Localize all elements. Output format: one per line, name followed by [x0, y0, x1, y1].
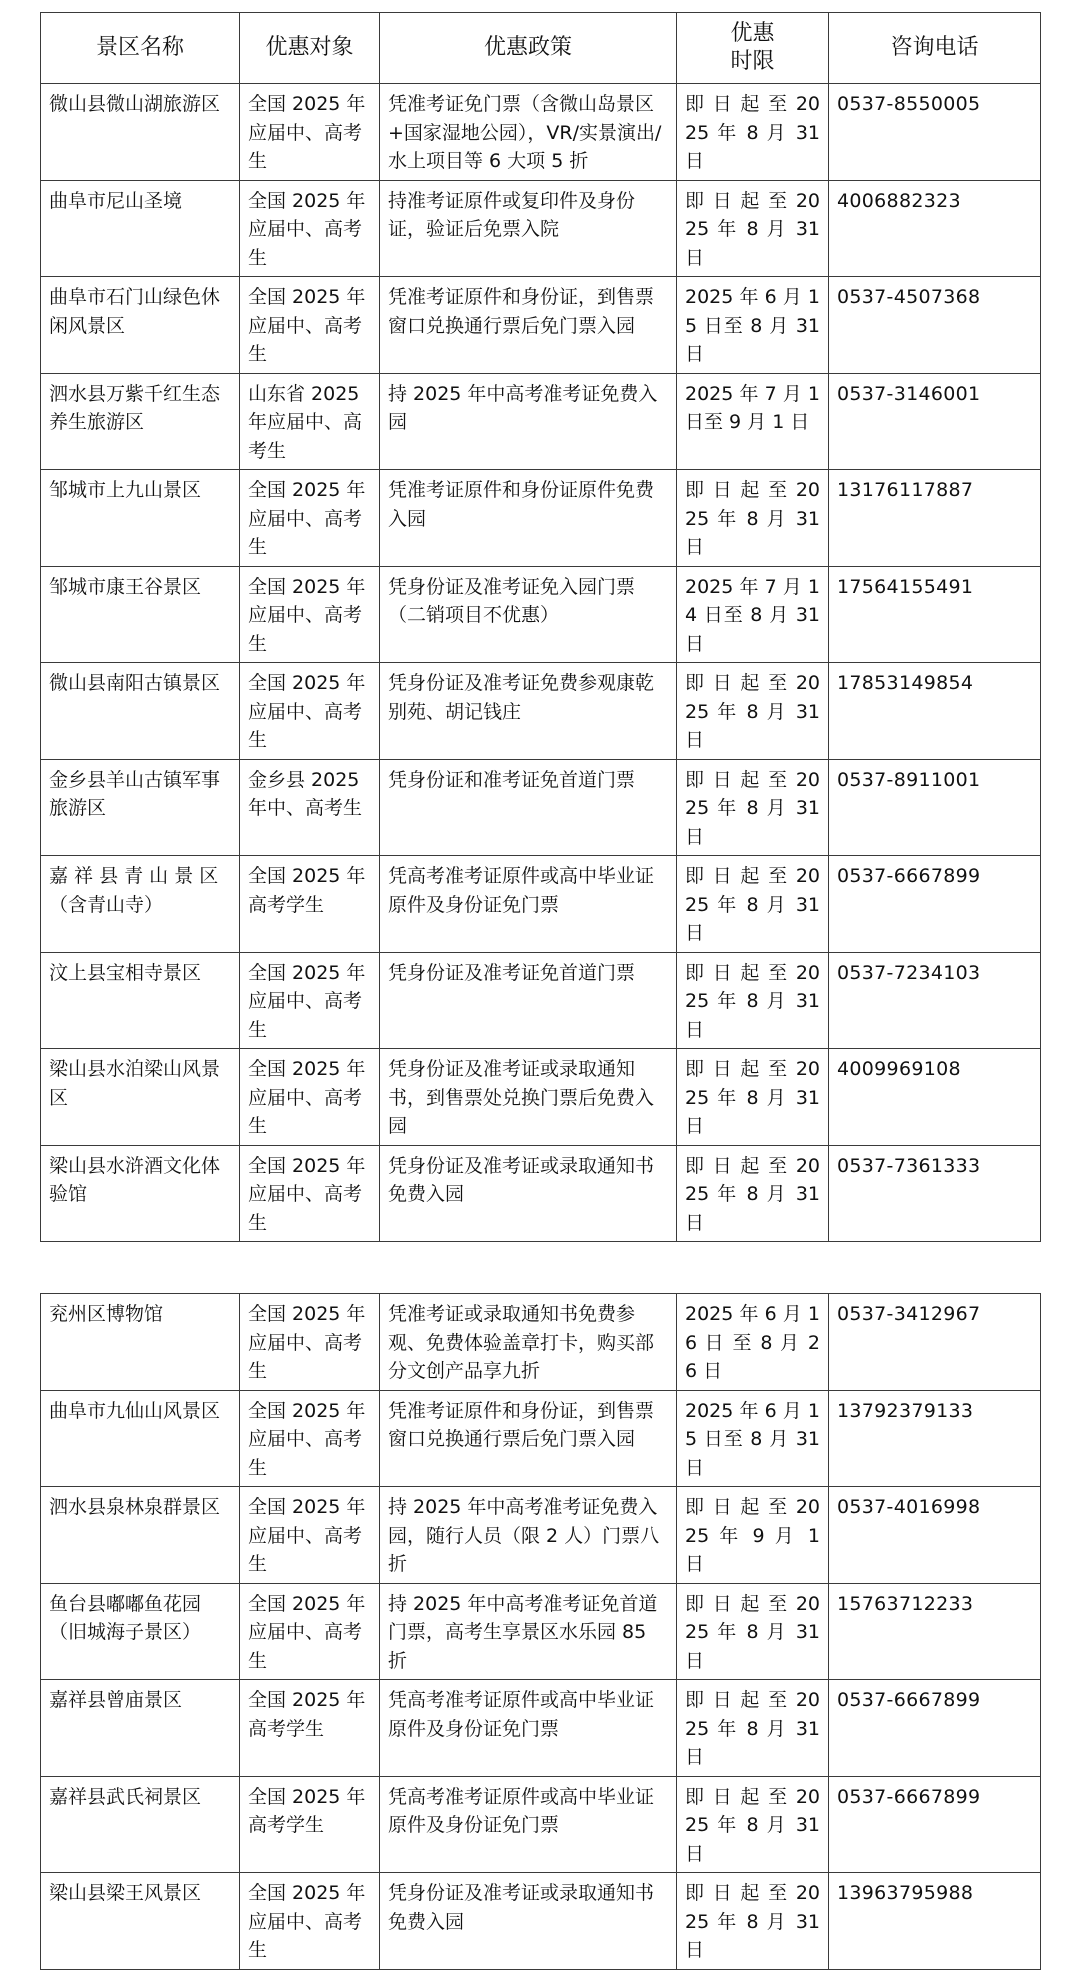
cell-phone: 17853149854 — [829, 663, 1041, 760]
cell-phone: 4006882323 — [829, 180, 1041, 277]
cell-target: 全国 2025 年高考学生 — [240, 856, 380, 953]
cell-target: 全国 2025 年应届中、高考生 — [240, 277, 380, 374]
cell-phone: 13963795988 — [829, 1873, 1041, 1970]
cell-period: 即 日 起 至 2025 年 8 月 31 日 — [677, 84, 829, 181]
header-target: 优惠对象 — [240, 13, 380, 84]
table-row — [41, 373, 1041, 470]
header-row — [41, 13, 1041, 84]
cell-phone: 0537-4507368 — [829, 277, 1041, 374]
cell-scenic-name: 泗水县万紫千红生态养生旅游区 — [41, 373, 240, 470]
table-row — [41, 856, 1041, 953]
cell-policy: 凭身份证及准考证或录取通知书，到售票处兑换门票后免费入园 — [380, 1049, 677, 1146]
cell-target: 金乡县 2025 年中、高考生 — [240, 759, 380, 856]
cell-policy: 凭高考准考证原件或高中毕业证原件及身份证免门票 — [380, 1776, 677, 1873]
cell-phone: 0537-6667899 — [829, 856, 1041, 953]
cell-policy: 凭高考准考证原件或高中毕业证原件及身份证免门票 — [380, 856, 677, 953]
cell-scenic-name: 梁山县水浒酒文化体验馆 — [41, 1145, 240, 1242]
discount-table-main — [40, 12, 1041, 1242]
table-row — [41, 1390, 1041, 1487]
cell-period: 即 日 起 至 2025 年 8 月 31 日 — [677, 1049, 829, 1146]
header-policy: 优惠政策 — [380, 13, 677, 84]
cell-scenic-name: 曲阜市尼山圣境 — [41, 180, 240, 277]
cell-policy: 凭高考准考证原件或高中毕业证原件及身份证免门票 — [380, 1680, 677, 1777]
cell-target: 全国 2025 年应届中、高考生 — [240, 1873, 380, 1970]
cell-target: 全国 2025 年应届中、高考生 — [240, 663, 380, 760]
cell-phone: 13176117887 — [829, 470, 1041, 567]
table-row — [41, 759, 1041, 856]
cell-period: 即 日 起 至 2025 年 8 月 31 日 — [677, 1583, 829, 1680]
cell-target: 全国 2025 年应届中、高考生 — [240, 470, 380, 567]
table-row — [41, 1049, 1041, 1146]
table-row — [41, 952, 1041, 1049]
table-row — [41, 1873, 1041, 1970]
cell-phone: 0537-4016998 — [829, 1487, 1041, 1584]
cell-policy: 凭身份证及准考证免费参观康乾别苑、胡记钱庄 — [380, 663, 677, 760]
cell-period: 2025 年 7 月 1 日至 9 月 1 日 — [677, 373, 829, 470]
cell-phone: 0537-8550005 — [829, 84, 1041, 181]
cell-phone: 0537-6667899 — [829, 1680, 1041, 1777]
cell-period: 即 日 起 至 2025 年 8 月 31 日 — [677, 470, 829, 567]
table-row — [41, 277, 1041, 374]
header-period: 优惠 时限 — [677, 13, 829, 84]
table-row — [41, 1487, 1041, 1584]
cell-phone: 0537-3146001 — [829, 373, 1041, 470]
cell-policy: 凭准考证原件和身份证，到售票窗口兑换通行票后免门票入园 — [380, 277, 677, 374]
cell-period: 即 日 起 至 2025 年 8 月 31 日 — [677, 1873, 829, 1970]
cell-target: 全国 2025 年高考学生 — [240, 1680, 380, 1777]
header-phone: 咨询电话 — [829, 13, 1041, 84]
cell-phone: 0537-6667899 — [829, 1776, 1041, 1873]
cell-phone: 0537-8911001 — [829, 759, 1041, 856]
cell-period: 即 日 起 至 2025 年 8 月 31 日 — [677, 180, 829, 277]
cell-policy: 凭身份证及准考证免入园门票（二销项目不优惠） — [380, 566, 677, 663]
cell-period: 即 日 起 至 2025 年 8 月 31 日 — [677, 856, 829, 953]
cell-scenic-name: 嘉祥县曾庙景区 — [41, 1680, 240, 1777]
cell-policy: 持准考证原件或复印件及身份证，验证后免票入院 — [380, 180, 677, 277]
cell-period: 即 日 起 至 2025 年 9 月 1 日 — [677, 1487, 829, 1584]
cell-target: 全国 2025 年应届中、高考生 — [240, 1294, 380, 1391]
cell-phone: 0537-3412967 — [829, 1294, 1041, 1391]
table-row — [41, 1145, 1041, 1242]
cell-period: 即 日 起 至 2025 年 8 月 31 日 — [677, 759, 829, 856]
cell-policy: 凭身份证及准考证或录取通知书免费入园 — [380, 1873, 677, 1970]
cell-scenic-name: 泗水县泉林泉群景区 — [41, 1487, 240, 1584]
cell-target: 全国 2025 年应届中、高考生 — [240, 1583, 380, 1680]
table-row — [41, 470, 1041, 567]
table-row — [41, 1776, 1041, 1873]
cell-scenic-name: 微山县南阳古镇景区 — [41, 663, 240, 760]
table-row — [41, 1680, 1041, 1777]
cell-period: 即 日 起 至 2025 年 8 月 31 日 — [677, 1145, 829, 1242]
cell-period: 即 日 起 至 2025 年 8 月 31 日 — [677, 1776, 829, 1873]
cell-scenic-name: 邹城市上九山景区 — [41, 470, 240, 567]
cell-period: 2025 年 6 月 15 日至 8 月 31 日 — [677, 1390, 829, 1487]
cell-scenic-name: 邹城市康王谷景区 — [41, 566, 240, 663]
header-scenic-name: 景区名称 — [41, 13, 240, 84]
table-row — [41, 1294, 1041, 1391]
cell-period: 即 日 起 至 2025 年 8 月 31 日 — [677, 1680, 829, 1777]
cell-scenic-name: 汶上县宝相寺景区 — [41, 952, 240, 1049]
cell-target: 全国 2025 年应届中、高考生 — [240, 1049, 380, 1146]
table-row — [41, 663, 1041, 760]
cell-target: 全国 2025 年应届中、高考生 — [240, 1390, 380, 1487]
cell-scenic-name: 嘉 祥 县 青 山 景 区（含青山寺） — [41, 856, 240, 953]
cell-policy: 凭身份证和准考证免首道门票 — [380, 759, 677, 856]
cell-scenic-name: 梁山县梁王风景区 — [41, 1873, 240, 1970]
cell-scenic-name: 微山县微山湖旅游区 — [41, 84, 240, 181]
cell-policy: 持 2025 年中高考准考证免费入园，随行人员（限 2 人）门票八折 — [380, 1487, 677, 1584]
cell-scenic-name: 嘉祥县武氏祠景区 — [41, 1776, 240, 1873]
cell-phone: 0537-7234103 — [829, 952, 1041, 1049]
cell-phone: 17564155491 — [829, 566, 1041, 663]
cell-scenic-name: 曲阜市九仙山风景区 — [41, 1390, 240, 1487]
cell-policy: 凭准考证原件和身份证原件免费入园 — [380, 470, 677, 567]
cell-scenic-name: 曲阜市石门山绿色休闲风景区 — [41, 277, 240, 374]
cell-period: 即 日 起 至 2025 年 8 月 31 日 — [677, 952, 829, 1049]
cell-target: 全国 2025 年应届中、高考生 — [240, 566, 380, 663]
cell-target: 全国 2025 年应届中、高考生 — [240, 1487, 380, 1584]
discount-table-continued — [40, 1293, 1041, 1970]
cell-target: 全国 2025 年应届中、高考生 — [240, 1145, 380, 1242]
cell-policy: 持 2025 年中高考准考证免费入园 — [380, 373, 677, 470]
cell-phone: 4009969108 — [829, 1049, 1041, 1146]
cell-policy: 凭身份证及准考证免首道门票 — [380, 952, 677, 1049]
table-row — [41, 566, 1041, 663]
cell-period: 2025 年 7 月 14 日至 8 月 31 日 — [677, 566, 829, 663]
cell-policy: 凭准考证免门票（含微山岛景区+国家湿地公园），VR/实景演出/水上项目等 6 大项 5 折 — [380, 84, 677, 181]
cell-target: 全国 2025 年应届中、高考生 — [240, 180, 380, 277]
cell-scenic-name: 鱼台县嘟嘟鱼花园（旧城海子景区） — [41, 1583, 240, 1680]
cell-target: 全国 2025 年应届中、高考生 — [240, 84, 380, 181]
table-row — [41, 1583, 1041, 1680]
cell-period: 2025 年 6 月 15 日至 8 月 31 日 — [677, 277, 829, 374]
cell-period: 2025 年 6 月 16 日 至 8 月 26 日 — [677, 1294, 829, 1391]
table-row — [41, 84, 1041, 181]
cell-scenic-name: 梁山县水泊梁山风景区 — [41, 1049, 240, 1146]
cell-period: 即 日 起 至 2025 年 8 月 31 日 — [677, 663, 829, 760]
cell-scenic-name: 兖州区博物馆 — [41, 1294, 240, 1391]
cell-policy: 凭准考证原件和身份证，到售票窗口兑换通行票后免门票入园 — [380, 1390, 677, 1487]
cell-phone: 0537-7361333 — [829, 1145, 1041, 1242]
cell-target: 全国 2025 年高考学生 — [240, 1776, 380, 1873]
cell-phone: 15763712233 — [829, 1583, 1041, 1680]
cell-policy: 持 2025 年中高考准考证免首道门票，高考生享景区水乐园 85 折 — [380, 1583, 677, 1680]
cell-policy: 凭准考证或录取通知书免费参观、免费体验盖章打卡，购买部分文创产品享九折 — [380, 1294, 677, 1391]
table-row — [41, 180, 1041, 277]
cell-scenic-name: 金乡县羊山古镇军事旅游区 — [41, 759, 240, 856]
cell-phone: 13792379133 — [829, 1390, 1041, 1487]
cell-policy: 凭身份证及准考证或录取通知书免费入园 — [380, 1145, 677, 1242]
cell-target: 山东省 2025 年应届中、高考生 — [240, 373, 380, 470]
cell-target: 全国 2025 年应届中、高考生 — [240, 952, 380, 1049]
